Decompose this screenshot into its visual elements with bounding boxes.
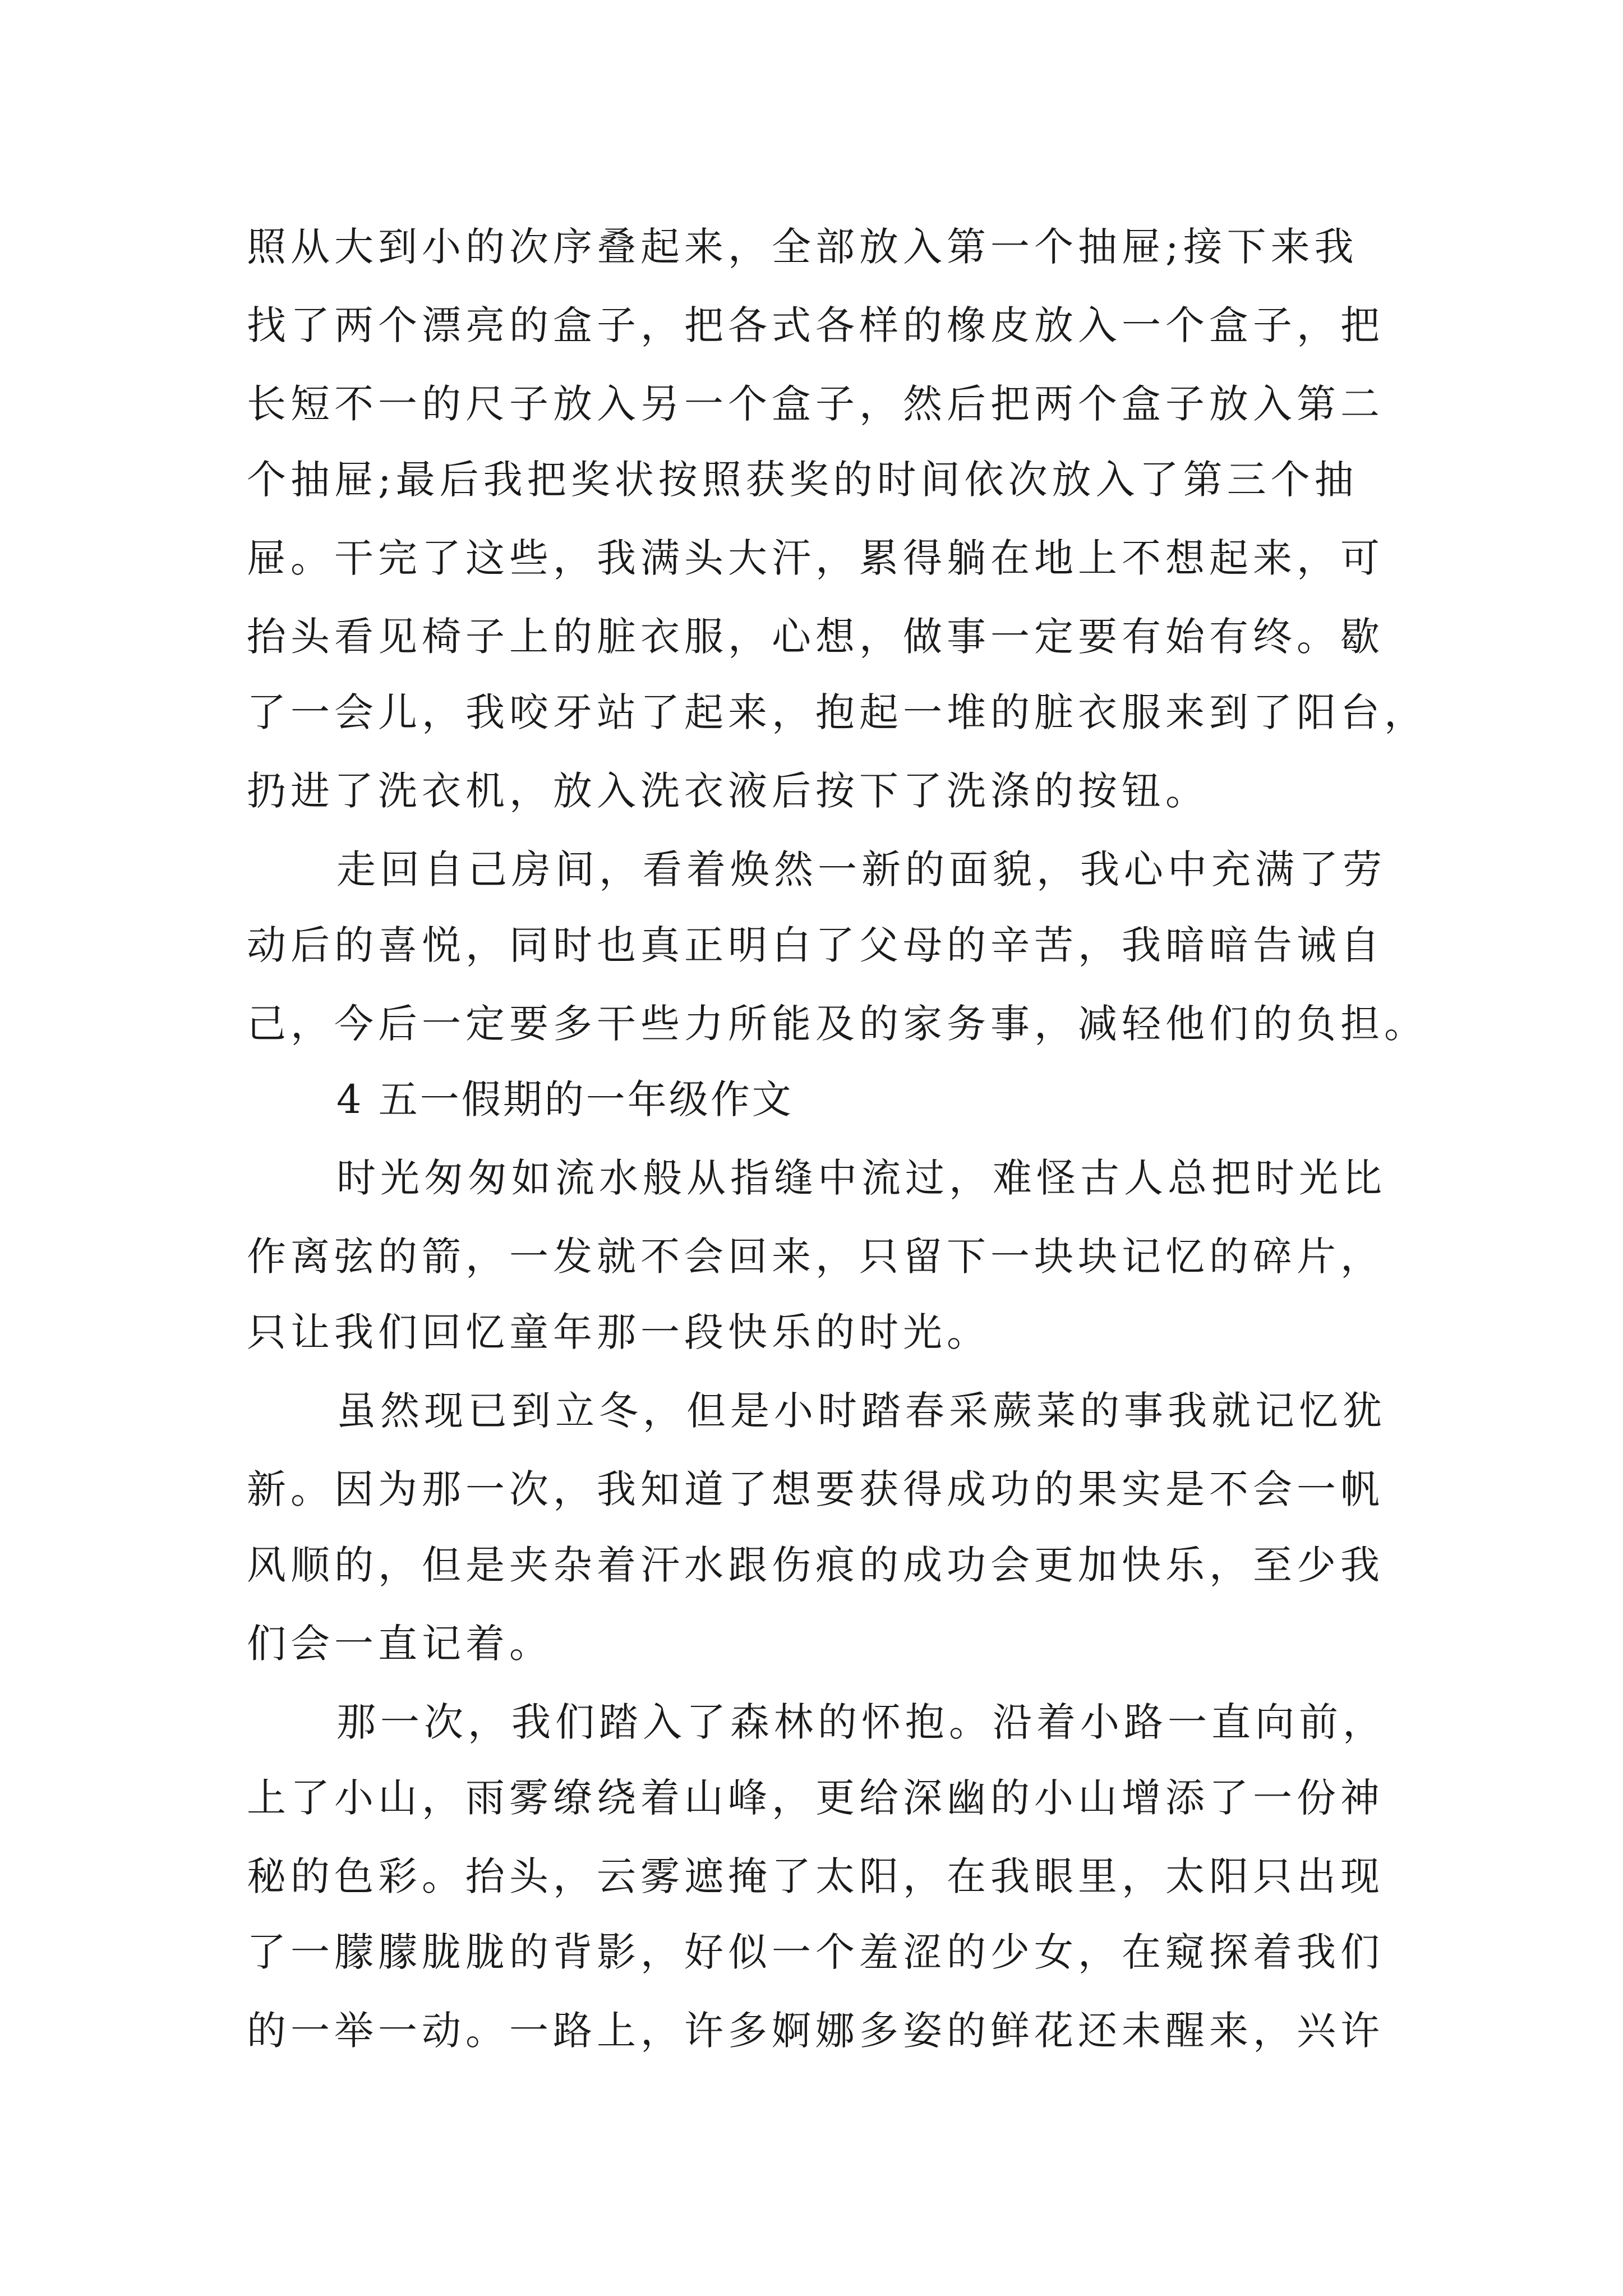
text-line: 己，今后一定要多干些力所能及的家务事，减轻他们的负担。: [247, 1001, 1428, 1047]
text-line: 只让我们回忆童年那一段快乐的时光。: [247, 1309, 990, 1355]
text-line: 们会一直记着。: [247, 1621, 553, 1667]
text-line: 了一会儿，我咬牙站了起来，抱起一堆的脏衣服来到了阳台，: [247, 689, 1428, 735]
text-line: 了一朦朦胧胧的背影，好似一个羞涩的少女，在窥探着我们: [247, 1929, 1384, 1975]
text-line: 照从大到小的次序叠起来，全部放入第一个抽屉;接下来我: [247, 224, 1358, 270]
text-line: 个抽屉;最后我把奖状按照获奖的时间依次放入了第三个抽: [247, 457, 1358, 503]
text-line: 的一举一动。一路上，许多婀娜多姿的鲜花还未醒来，兴许: [247, 2008, 1384, 2054]
paragraph-first-line: 走回自己房间，看着焕然一新的面貌，我心中充满了劳: [336, 846, 1386, 892]
text-line: 找了两个漂亮的盒子，把各式各样的橡皮放入一个盒子，把: [247, 302, 1384, 348]
paragraph-first-line: 那一次，我们踏入了森林的怀抱。沿着小路一直向前，: [336, 1699, 1386, 1745]
paragraph-first-line: 时光匆匆如流水般从指缝中流过，难怪古人总把时光比: [336, 1155, 1386, 1201]
text-line: 抬头看见椅子上的脏衣服，心想，做事一定要有始有终。歇: [247, 614, 1384, 660]
text-line: 新。因为那一次，我知道了想要获得成功的果实是不会一帆: [247, 1466, 1384, 1512]
section-heading: 4 五一假期的一年级作文: [336, 1076, 794, 1122]
text-line: 扔进了洗衣机，放入洗衣液后按下了洗涤的按钮。: [247, 768, 1209, 814]
text-line: 屉。干完了这些，我满头大汗，累得躺在地上不想起来，可: [247, 535, 1384, 581]
text-line: 上了小山，雨雾缭绕着山峰，更给深幽的小山增添了一份神: [247, 1775, 1384, 1821]
text-line: 作离弦的箭，一发就不会回来，只留下一块块记忆的碎片，: [247, 1234, 1384, 1280]
text-line: 秘的色彩。抬头，云雾遮掩了太阳，在我眼里，太阳只出现: [247, 1853, 1384, 1899]
paragraph-first-line: 虽然现已到立冬，但是小时踏春采蕨菜的事我就记忆犹: [336, 1388, 1386, 1434]
text-line: 风顺的，但是夹杂着汗水跟伤痕的成功会更加快乐，至少我: [247, 1542, 1384, 1588]
text-line: 动后的喜悦，同时也真正明白了父母的辛苦，我暗暗告诫自: [247, 922, 1384, 968]
text-line: 长短不一的尺子放入另一个盒子，然后把两个盒子放入第二: [247, 381, 1384, 427]
